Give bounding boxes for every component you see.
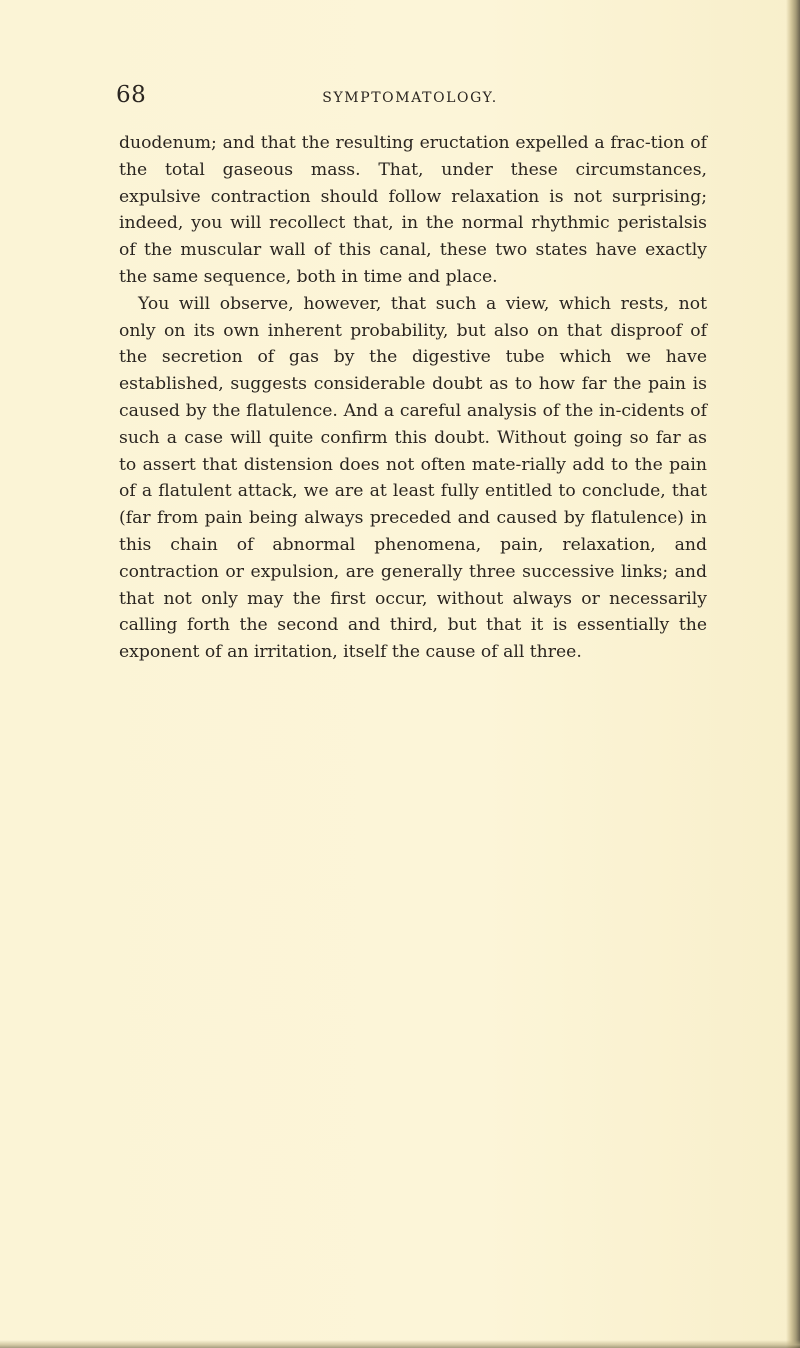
page-edge-shadow <box>786 0 800 1348</box>
page-bottom-shadow <box>0 1340 800 1348</box>
body-text <box>119 130 707 666</box>
paragraph-2: You will observe, however, that such a view, which rests, not only on its own inherent probability, but also on that disproof of the secretion of gas by the digestive tube which we have established, suggests considerable doubt as to how far the pain is caused by the flatulence. And a careful analysis of the in-cidents of such a case will quite confirm this doubt. Without going so far as to assert that distension does not often mate-rially add to the pain of a flatulent attack, we are at least fully entitled to conclude, that (far from pain being always preceded and caused by flatulence) in this chain of abnormal phenomena, pain, relaxation, and contraction or expulsion, are generally three successive links; and that not only may the first occur, without always or necessarily calling forth the second and third, but that it is essentially the exponent of an irritation, itself the cause of all three. <box>119 293 707 663</box>
paragraph-1: duodenum; and that the resulting eructation expelled a frac-tion of the total gaseous mass. That, under these circumstances, expulsive contraction should follow relaxation is not surprising; indeed, you will recollect that, in the normal rhythmic peristalsis of the muscular wall of this canal, these two states have exactly the same sequence, both in time and place. <box>119 133 707 287</box>
running-head: SYMPTOMATOLOGY. <box>322 90 498 106</box>
page-number: 68 <box>116 82 147 108</box>
